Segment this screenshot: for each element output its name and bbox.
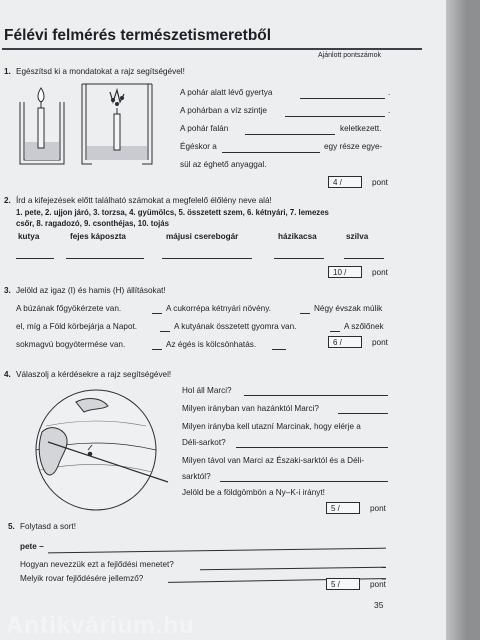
q1-answer3-line[interactable]	[245, 134, 335, 135]
experiment-drawing	[12, 80, 182, 170]
q3-answer2[interactable]	[300, 313, 310, 314]
q5-answer1-line[interactable]	[48, 548, 386, 554]
q4-answer4-line[interactable]	[220, 481, 388, 482]
q1-sentence4: Égéskor a	[180, 142, 217, 151]
q3-pont-label: pont	[372, 338, 388, 347]
suggested-points-label: Ajánlott pontszámok	[318, 52, 382, 59]
q1-score-box[interactable]: 4 /	[328, 176, 362, 188]
q3-statement5-start: A szőlőnek	[344, 322, 384, 331]
q2-number: 2.	[4, 196, 11, 205]
q1-sentence2: A pohárban a víz szintje	[180, 106, 267, 115]
q3-statement3-end: el, míg a Föld körbejárja a Napot.	[16, 322, 138, 331]
q3-statement4: A kutyának összetett gyomra van.	[174, 322, 297, 331]
q1-period1: .	[388, 88, 391, 97]
q4-question1: Hol áll Marci?	[182, 386, 232, 395]
q4-prompt: Válaszolj a kérdésekre a rajz segítségével!	[16, 370, 172, 379]
q4-answer3-line[interactable]	[236, 447, 388, 448]
q2-header-szilva: szilva	[346, 232, 369, 241]
q3-answer5[interactable]	[152, 349, 162, 350]
q3-statement3-start: Négy évszak múlik	[314, 304, 383, 313]
q4-question3-cont: Déli-sarkot?	[182, 438, 226, 447]
q3-answer3[interactable]	[160, 331, 170, 332]
q4-question2: Milyen irányban van hazánktól Marci?	[182, 404, 319, 413]
q1-sentence3-end: keletkezett.	[340, 124, 382, 133]
q5-sequence-start: pete –	[20, 542, 44, 551]
q3-answer6[interactable]	[272, 349, 286, 350]
q1-answer1-line[interactable]	[300, 98, 385, 99]
q2-prompt: Írd a kifejezések előtt található számokat a megfelelő élőlény neve alá!	[16, 196, 272, 205]
q4-score-box[interactable]: 5 /	[326, 502, 360, 514]
q1-sentence3: A pohár falán	[180, 124, 229, 133]
q1-number: 1.	[4, 67, 11, 76]
q2-answer-majusi-cserebogar[interactable]	[162, 258, 252, 259]
q5-number: 5.	[8, 522, 15, 531]
q4-question4-cont: sarktól?	[182, 472, 211, 481]
q3-statement1: A búzának főgyökérzete van.	[16, 304, 122, 313]
q5-question2: Hogyan nevezzük ezt a fejlődési menetet?	[20, 560, 174, 569]
q2-answer-fejes-kaposzta[interactable]	[66, 258, 144, 259]
q4-answer1-line[interactable]	[244, 395, 388, 396]
q2-answer-szilva[interactable]	[344, 258, 384, 259]
q4-pont-label: pont	[370, 504, 386, 513]
q3-statement5-end: sokmagvú bogyótermése van.	[16, 340, 126, 349]
q5-question3: Melyik rovar fejlődésére jellemző?	[20, 574, 144, 583]
q3-answer4[interactable]	[330, 331, 340, 332]
q1-sentence1: A pohár alatt lévő gyertya	[180, 88, 273, 97]
q3-answer1[interactable]	[152, 313, 162, 314]
q4-number: 4.	[4, 370, 11, 379]
q4-question4: Milyen távol van Marci az Északi-sarktól és a Déli-	[182, 456, 364, 465]
q3-score-box[interactable]: 6 /	[328, 336, 362, 348]
q4-task: Jelöld be a földgömbön a Ny–K-i irányt!	[182, 488, 325, 497]
q2-term-list-line1: 1. pete, 2. ujjon járó, 3. torzsa, 4. gyümölcs, 5. összetett szem, 6. kétnyári, 7. lemezes	[16, 208, 329, 217]
q4-question3: Milyen irányba kell utazní Marcinak, hogy elérje a	[182, 422, 361, 431]
page-number: 35	[374, 600, 384, 610]
q3-statement2: A cukorrépa kétnyári növény.	[166, 304, 271, 313]
q3-prompt: Jelöld az igaz (I) és hamis (H) állításokat!	[16, 286, 166, 295]
q2-answer-hazikacsa[interactable]	[274, 258, 324, 259]
q5-answer2-line[interactable]	[200, 567, 386, 571]
page-title: Félévi felmérés természetismeretből	[4, 27, 272, 44]
q2-header-majusi-cserebogar: májusi cserebogár	[166, 232, 239, 241]
page-edge-shadow	[446, 0, 480, 640]
q5-score-box[interactable]: 5 /	[326, 578, 360, 590]
q2-header-hazikacsa: házikacsa	[278, 232, 317, 241]
q1-sentence4-end: egy része egye-	[324, 142, 383, 151]
q1-sentence5: sül az éghető anyaggal.	[180, 160, 267, 169]
q3-statement6: Az égés is kölcsönhatás.	[166, 340, 257, 349]
watermark: Antikvárium.hu	[6, 612, 195, 639]
title-rule	[2, 48, 422, 50]
q1-period2: .	[388, 106, 391, 115]
q1-prompt: Egészítsd ki a mondatokat a rajz segítségével!	[16, 67, 185, 76]
q2-pont-label: pont	[372, 268, 388, 277]
q2-answer-kutya[interactable]	[16, 258, 54, 259]
q5-pont-label: pont	[370, 580, 386, 589]
q1-answer4-line[interactable]	[222, 152, 320, 153]
q2-header-fejes-kaposzta: fejes káposzta	[70, 232, 126, 241]
q2-score-box[interactable]: 10 /	[328, 266, 362, 278]
q5-prompt: Folytasd a sort!	[20, 522, 76, 531]
q2-term-list-line2: csőr, 8. ragadozó, 9. csonthéjas, 10. tojás	[16, 219, 169, 228]
q4-answer2-line[interactable]	[338, 413, 388, 414]
q2-header-kutya: kutya	[18, 232, 40, 241]
q3-number: 3.	[4, 286, 11, 295]
q1-answer2-line[interactable]	[285, 116, 385, 117]
globe-drawing[interactable]	[18, 384, 178, 514]
q1-pont-label: pont	[372, 178, 388, 187]
